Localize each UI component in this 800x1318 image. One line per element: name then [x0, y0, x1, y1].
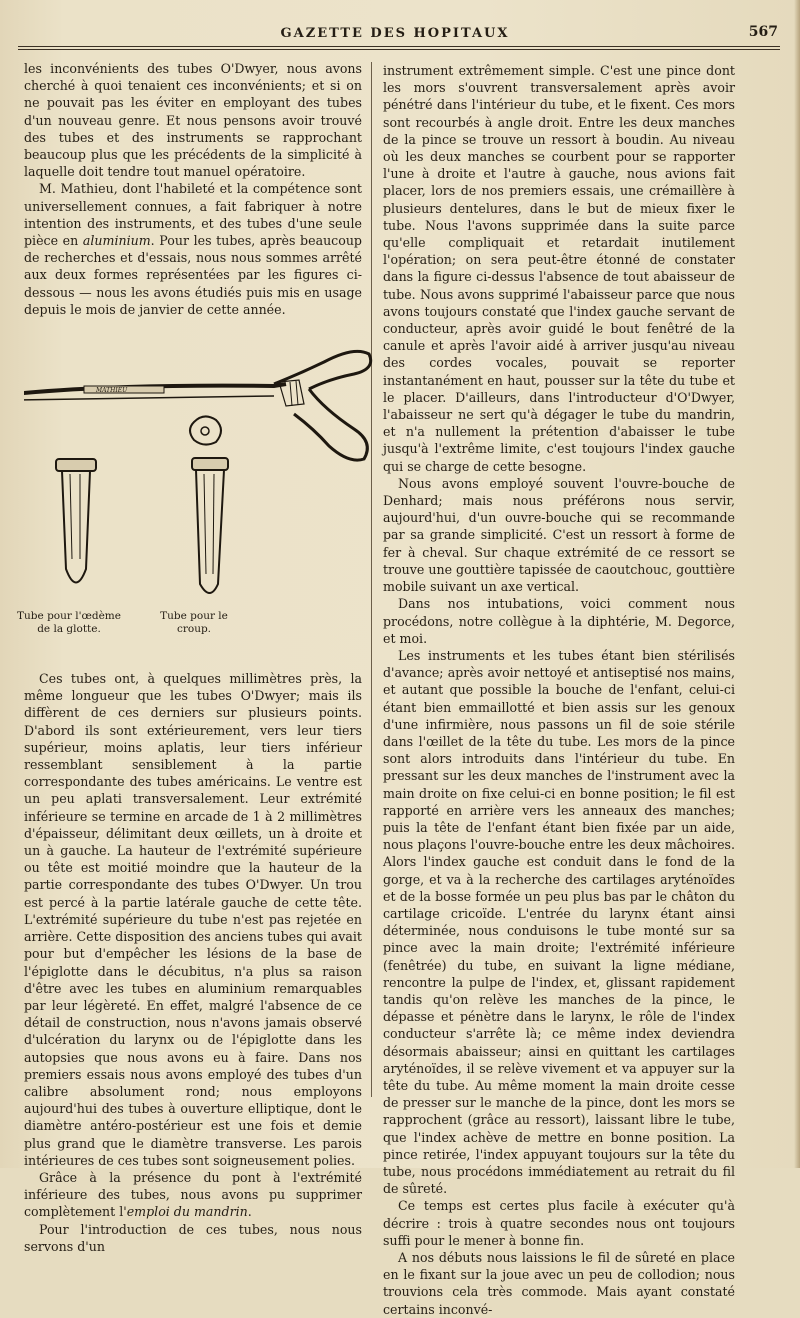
text-run: . Pour les tubes, après beaucoup de recherches et d'essais, nous nous sommes arrêté aux deux formes représentées par les figures ci-dessous — nous les avons étudiés puis mis en usage depuis le mois de janvier de cette année.	[24, 233, 362, 317]
right-column	[383, 62, 735, 1318]
paragraph: Les instruments et les tubes étant bien stérilisés d'avance; après avoir nettoyé et antiseptisé nos mains, et autant que possible la bouche de l'enfant, celui-ci étant bien emmaillotté et bien assis sur les genoux d'une infirmière, nous passons un fil de soie stérile dans l'œillet de la tête du tube. Les mors de la pince sont alors introduits dans l'intérieur du tube. En pressant sur les deux manches de l'instrument avec la main droite on fixe celui-ci en bonne position; le fil est rapporté en arrière vers les anneaux des manches; puis la tête de l'enfant étant bien fixée par un aide, nous plaçons l'ouvre-bouche entre les deux mâchoires. Alors l'index gauche est conduit dans le fond de la gorge, et va à la recherche des cartilages aryténoïdes et de la bosse formée un peu plus bas par le châton du cartilage cricoïde. L'entrée du larynx étant ainsi déterminée, nous conduisons le tube monté sur sa pince avec la main droite; l'extrémité inférieure (fenêtrée) du tube, en suivant la ligne médiane, rencontre la pulpe de l'index, et, glissant rapidement tandis qu'on relève les manches de la pince, le dépasse et pénètre dans le larynx, le rôle de l'index conducteur s'arrête là; ce même index deviendra désormais abaisseur; ainsi en quittant les cartilages aryténoïdes, il se relève vivement et va appuyer sur la tête du tube. Au même moment la main droite cesse de presser sur le manche de la pince, dont les mors se rapprochent (grâce au ressort), laissant libre le tube, que l'index achève de mettre en bonne position. La pince retirée, l'index appuyant toujours sur la tête du tube, nous procédons immédiatement au retrait du fil de sûreté.	[383, 647, 735, 1197]
figure-caption-glottis: Tube pour l'œdème de la glotte.	[17, 610, 121, 636]
tube-head-drawing	[190, 416, 221, 444]
paragraph: Ces tubes ont, à quelques millimètres près, la même longueur que les tubes O'Dwyer; mais ils diffèrent de ces derniers sur plusieurs points. D'abord ils sont extérieurement, vers leur tiers supérieur, moins aplatis, leur tiers inférieur ressemblant sensiblement à la partie correspondante des tubes américains. Le ventre est un peu aplati transversalement. Leur extrémité inférieure se termine en arcade de 1 à 2 millimètres d'épaisseur, délimitant deux œillets, un à droite et un à gauche. La hauteur de l'extrémité supérieure ou tête est moitié moindre que la hauteur de la partie correspondante des tubes O'Dwyer. Un trou est percé à la partie latérale gauche de cette tête. L'extrémité supérieure du tube n'est pas rejetée en arrière. Cette disposition des anciens tubes qui avait pour but d'empêcher les lésions de la base de l'épiglotte dans le décubitus, n'a plus sa raison d'être avec les tubes en aluminium remarquables par leur légèreté. En effet, malgré l'absence de ce détail de construction, nous n'avons jamais observé d'ulcération du larynx ou de l'épiglotte dans les autopsies que nous avons eu à faire. Dans nos premiers essais nous avons employé des tubes d'un calibre absolument rond; nous employons aujourd'hui des tubes à ouverture elliptique, dont le diamètre antéro-postérieur est une fois et demie plus grand que le diamètre transverse. Les parois intérieures de ces tubes sont soigneusement polies.	[24, 671, 362, 1168]
maker-mark: MATHIEU	[96, 387, 128, 395]
page-edge	[794, 0, 800, 1168]
paragraph: Ce temps est certes plus facile à exécuter qu'à décrire : trois à quatre secondes nous ont toujours suffi pour le mener à bonne fin.	[383, 1198, 735, 1248]
page-header	[10, 24, 780, 46]
italic-term: emploi du mandrin	[126, 1204, 248, 1220]
left-column	[17, 60, 362, 1255]
header-rule	[18, 46, 780, 47]
text-run: M. Mathieu, dont l'habileté et la compétence sont universellement connues, a fait fabriquer à notre intention des instruments, et des tubes d'une seule pièce en	[24, 181, 362, 249]
engraving-illustration	[24, 334, 424, 634]
text-run: .	[247, 1204, 252, 1220]
figure-caption-croup: Tube pour le croup.	[160, 610, 228, 636]
header-rule-double	[18, 49, 780, 50]
croup-tube-drawing	[192, 458, 228, 593]
glottis-tube-drawing	[56, 459, 96, 583]
paragraph: instrument extrêmement simple. C'est une pince dont les mors s'ouvrent transversalement après avoir pénétré dans l'intérieur du tube, et le fixent. Ces mors sont recourbés à angle droit. Entre les deux manches de la pince se trouve un ressort à boudin. Au niveau où les deux manches se courbent pour se rapporter l'une à droite et l'autre à gauche, nous avions fait placer, lors de nos premiers essais, une crémaillère à plusieurs dentelures, dans le but de mieux fixer le tube. Nous l'avons supprimée dans la suite parce qu'elle compliquait et retardait inutilement l'opération; on sera peut-être étonné de constater dans la figure ci-dessus l'absence de tout abaisseur de tube. Nous avons supprimé l'abaisseur parce que nous avons toujours constaté que l'index gauche servant de conducteur, après avoir guidé le bout fenêtré de la canule et après l'avoir aidé à arriver jusqu'au niveau des cordes vocales, pouvait se reporter instantanément en haut, pousser sur la tête du tube et le placer. D'ailleurs, dans l'introducteur d'O'Dwyer, l'abaisseur ne sert qu'à dégager le tube du mandrin, et n'a nullement la prétention d'abaisser le tube jusqu'à l'extrême limite, c'est toujours l'index gauche qui se charge de cette besogne.	[383, 63, 735, 474]
page-number: 567	[748, 24, 778, 40]
paragraph: Pour l'introduction de ces tubes, nous nous servons d'un	[24, 1221, 362, 1254]
text-run: Grâce à la présence du pont à l'extrémité inférieure des tubes, nous avons pu supprimer complètement l'	[24, 1169, 362, 1220]
paragraph	[24, 180, 362, 318]
paragraph	[24, 1169, 362, 1221]
paragraph: Dans nos intubations, voici comment nous procédons, notre collègue à la diphtérie, M. Degorce, et moi.	[383, 596, 735, 646]
running-title: GAZETTE DES HOPITAUX	[280, 26, 510, 41]
paragraph: les inconvénients des tubes O'Dwyer, nous avons cherché à quoi tenaient ces inconvénients; et si on ne pouvait pas les éviter en employant des tubes d'un nouveau genre. Et nous pensons avoir trouvé des tubes et des instruments se rapprochant beaucoup plus que les précédents de la simplicité à laquelle doit tendre tout manuel opératoire.	[24, 61, 362, 180]
paragraph: Nous avons employé souvent l'ouvre-bouche de Denhard; mais nous préférons nous servir, aujourd'hui, d'un ouvre-bouche qui se recommande par sa grande simplicité. C'est un ressort à forme de fer à cheval. Sur chaque extrémité de ce ressort se trouve une gouttière tapissée de caoutchouc, gouttière mobile suivant un axe vertical.	[383, 475, 735, 595]
italic-term: aluminium	[82, 233, 151, 249]
engraving-figure	[17, 334, 362, 662]
intubation-forceps-drawing	[24, 351, 371, 464]
paragraph: A nos débuts nous laissions le fil de sûreté en place en le fixant sur la joue avec un peu de collodion; nous trouvions cela très commode. Mais ayant constaté certains inconvé-	[383, 1250, 735, 1317]
